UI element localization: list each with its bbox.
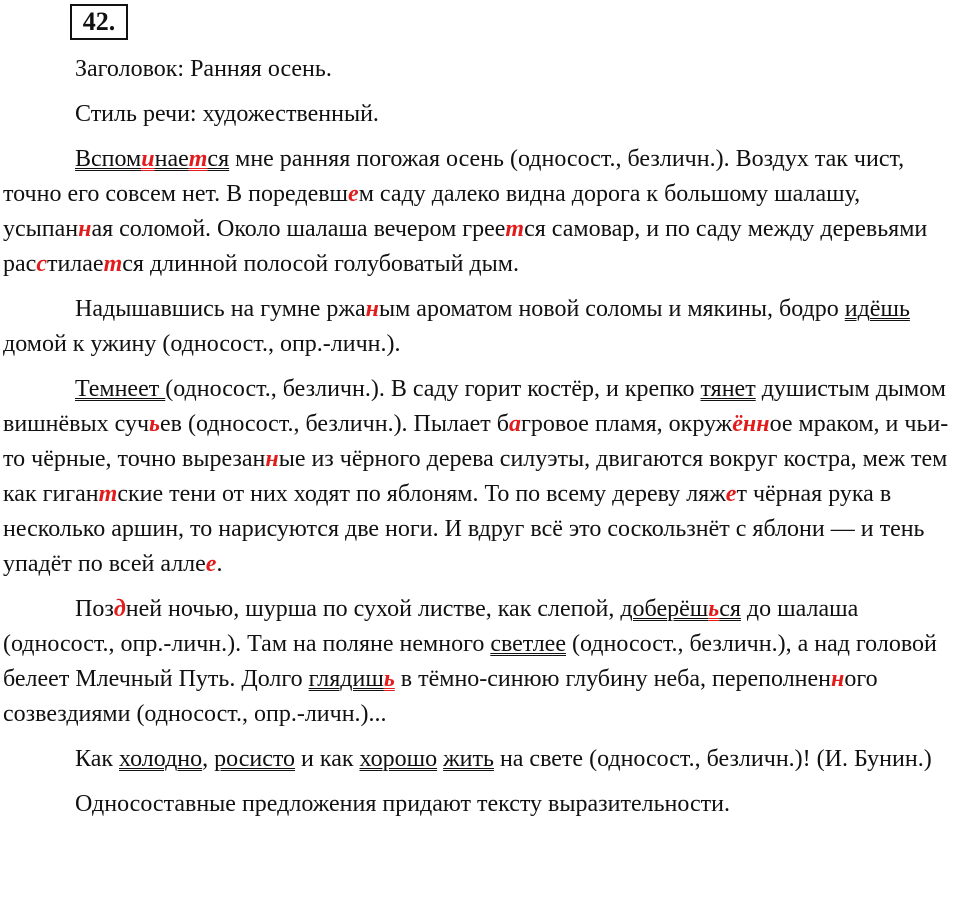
underlined-predicate: нае [154, 146, 189, 172]
highlighted-letter: и [141, 146, 155, 172]
highlighted-letter: с [36, 251, 47, 277]
highlighted-letter: ь [708, 596, 720, 622]
underlined-predicate: глядиш [308, 666, 384, 692]
underlined-predicate: хорошо [359, 746, 438, 772]
exercise-text [3, 52, 960, 832]
underlined-predicate: жить [443, 746, 494, 772]
style-line: Стиль речи: художественный. [75, 101, 379, 127]
paragraphs-container [3, 142, 960, 777]
highlighted-letter: ь [383, 666, 395, 692]
text-paragraph: Вспоминается мне ранняя погожая осень (односост., безличн.). Воздух так чист, точно его совсем нет. В поредевшем саду далеко видна дорога к большому шалашу, усыпанная соломой. Около шалаша вечером греется самовар, и по саду между деревьями расстилается длинной полосой голубоватый дым. [3, 146, 928, 277]
underlined-predicate: доберёш [620, 596, 709, 622]
highlighted-letter: т [103, 251, 123, 277]
conclusion-line: Односоставные предложения придают тексту выразительности. [75, 791, 730, 817]
highlighted-letter: т [505, 216, 525, 242]
highlighted-letter: д [113, 596, 126, 622]
text-paragraph: Поздней ночью, шурша по сухой листве, как слепой, доберёшься до шалаша (односост., опр.-личн.). Там на поляне немного светлее (односост., безличн.), а над головой белеет Млечный Путь. Долго глядишь в тёмно-синюю глубину неба, переполненного созвездиями (односост., опр.-личн.)... [3, 596, 937, 727]
underlined-predicate: Темнеет [75, 376, 166, 402]
text-paragraph: Надышавшись на гумне ржаным ароматом новой соломы и мякины, бодро идёшь домой к ужину (односост., опр.-личн.). [3, 296, 910, 357]
highlighted-letter: т [98, 481, 118, 507]
text-paragraph: Как холодно, росисто и как хорошо жить на свете (односост., безличн.)! (И. Бунин.) [75, 746, 932, 772]
highlighted-letter: н [365, 296, 379, 322]
underlined-predicate: ся [719, 596, 741, 622]
underlined-predicate: ся [207, 146, 230, 172]
title-line: Заголовок: Ранняя осень. [75, 56, 332, 82]
highlighted-letter: н [78, 216, 92, 242]
underlined-predicate: идёшь [844, 296, 910, 322]
highlighted-letter: н [265, 446, 279, 472]
highlighted-letter: ь [149, 411, 160, 437]
highlighted-letter: а [509, 411, 521, 437]
underlined-predicate: росисто [214, 746, 296, 772]
highlighted-letter: е [205, 551, 217, 577]
underlined-predicate: холодно [119, 746, 203, 772]
highlighted-letter: т [188, 146, 208, 172]
underlined-predicate: светлее [490, 631, 566, 657]
exercise-number: 42. [70, 4, 128, 40]
underlined-predicate: Вспом [75, 146, 142, 172]
highlighted-letter: е [348, 181, 359, 207]
text-paragraph: Темнеет (односост., безличн.). В саду горит костёр, и крепко тянет душистым дымом вишнёвых сучьев (односост., безличн.). Пылает багровое пламя, окружённое мраком, и чьи-то чёрные, точно вырезанные из чёрного дерева силуэты, двигаются вокруг костра, меж тем как гигантские тени от них ходят по яблоням. То по всему дереву ляжет чёрная рука в несколько аршин, то нарисуются две ноги. И вдруг всё это соскользнёт с яблони — и тень упадёт по всей аллее. [3, 376, 949, 577]
highlighted-letter: н [831, 666, 845, 692]
underlined-predicate: тянет [700, 376, 756, 402]
highlighted-letter: е [725, 481, 737, 507]
highlighted-letter: ённ [732, 411, 770, 437]
